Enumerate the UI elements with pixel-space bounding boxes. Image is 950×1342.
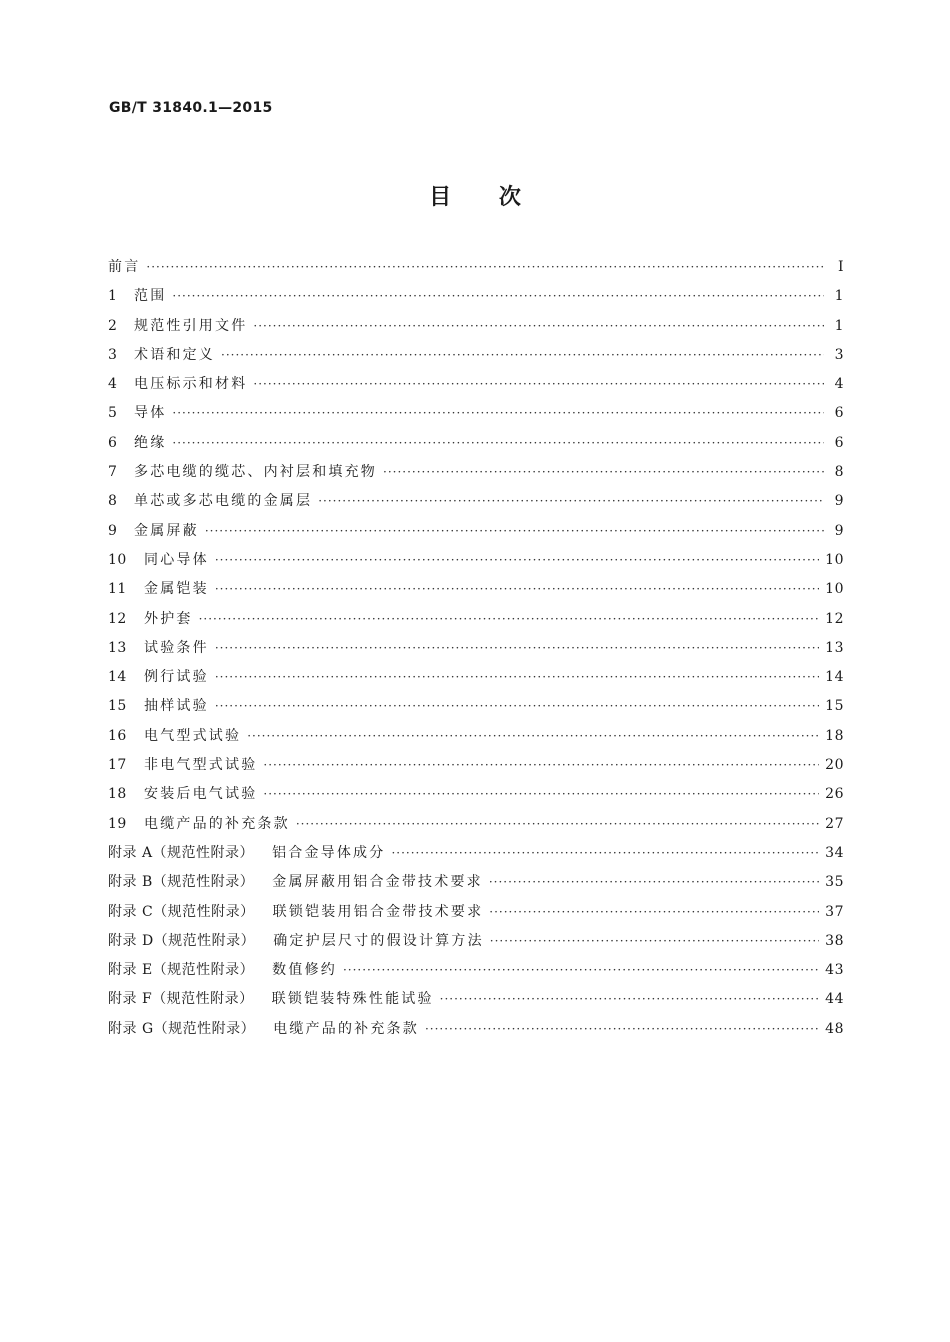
toc-entry-label: 金属屏蔽用铝合金带技术要求 (272, 874, 483, 891)
toc-entry-number: 4 (108, 376, 118, 393)
toc-entry[interactable] (108, 432, 844, 461)
toc-leader-dots (215, 670, 819, 684)
toc-entry-page: 48 (825, 1020, 844, 1037)
toc-entry-page: 6 (834, 434, 844, 451)
toc-entry-number: 13 (108, 639, 127, 656)
toc-leader-dots (296, 817, 819, 831)
toc-entry-label: 绝缘 (134, 434, 167, 451)
toc-entry-page: 34 (825, 844, 844, 861)
toc-leader-dots (172, 289, 824, 303)
toc-entry-page: 15 (825, 698, 844, 715)
toc-leader-dots (199, 612, 820, 626)
toc-entry-label: 金属铠装 (144, 581, 209, 598)
toc-entry-label: 确定护层尺寸的假设计算方法 (273, 932, 484, 949)
toc-entry[interactable] (108, 842, 844, 871)
title-char: 次 (498, 185, 521, 210)
toc-entry-label: 前言 (108, 259, 141, 275)
toc-leader-dots (383, 465, 824, 479)
toc-entry-page: 13 (825, 639, 844, 656)
table-of-contents (108, 256, 844, 1047)
toc-entry[interactable] (108, 344, 844, 373)
toc-leader-dots (489, 875, 819, 889)
toc-leader-dots (425, 1022, 819, 1036)
toc-entry-number: 6 (108, 434, 118, 451)
toc-entry[interactable] (108, 549, 844, 578)
toc-entry[interactable] (108, 901, 844, 930)
toc-entry-number: 1 (108, 288, 118, 305)
toc-entry-number: 9 (108, 522, 118, 539)
toc-entry[interactable] (108, 754, 844, 783)
toc-entry-page: 38 (825, 932, 844, 949)
toc-leader-dots (205, 524, 824, 538)
toc-entry-page: 35 (825, 874, 844, 891)
toc-entry-label: 联锁铠装特殊性能试验 (271, 991, 434, 1008)
toc-entry-label: 例行试验 (144, 669, 209, 686)
toc-entry-label: 同心导体 (144, 551, 209, 568)
toc-entry-label: 联锁铠装用铝合金带技术要求 (272, 903, 484, 920)
toc-entry-label: 试验条件 (144, 639, 209, 656)
toc-entry-page: 9 (834, 493, 844, 510)
toc-leader-dots (489, 905, 819, 919)
toc-entry[interactable] (108, 666, 844, 695)
toc-leader-dots (391, 846, 819, 860)
toc-entry[interactable] (108, 1018, 844, 1047)
toc-entry-label: 电压标示和材料 (134, 376, 248, 393)
toc-entry-number: 15 (108, 698, 127, 715)
toc-entry-page: Ⅰ (837, 259, 844, 275)
toc-entry[interactable] (108, 373, 844, 402)
toc-entry-label: 铝合金导体成分 (272, 844, 386, 861)
toc-leader-dots (263, 787, 819, 801)
toc-entry[interactable] (108, 871, 844, 900)
toc-leader-dots (221, 348, 824, 362)
toc-leader-dots (247, 729, 819, 743)
standard-code: GB/T 31840.1—2015 (109, 100, 273, 116)
toc-entry[interactable] (108, 315, 844, 344)
toc-entry-number: 19 (108, 815, 127, 832)
toc-entry-number: 附录 A（规范性附录） (108, 844, 255, 861)
toc-leader-dots (253, 377, 824, 391)
toc-entry-page: 6 (834, 405, 844, 422)
toc-leader-dots (215, 553, 819, 567)
toc-entry[interactable] (108, 461, 844, 490)
toc-entry-page: 20 (825, 757, 844, 774)
toc-entry-page: 26 (825, 786, 844, 803)
toc-entry-page: 10 (825, 581, 844, 598)
toc-entry-number: 2 (108, 317, 118, 334)
toc-leader-dots (215, 699, 819, 713)
toc-entry-page: 1 (834, 317, 844, 334)
toc-leader-dots (440, 992, 820, 1006)
toc-entry-number: 附录 B（规范性附录） (108, 874, 255, 891)
toc-entry-number: 附录 E（规范性附录） (108, 962, 255, 979)
toc-entry-label: 非电气型式试验 (144, 757, 258, 774)
toc-entry-page: 1 (834, 288, 844, 305)
toc-entry[interactable] (108, 695, 844, 724)
toc-entry-label: 规范性引用文件 (134, 317, 248, 334)
toc-entry-page: 14 (825, 669, 844, 686)
toc-entry-number: 5 (108, 405, 118, 422)
toc-entry-number: 11 (108, 581, 127, 598)
toc-entry[interactable] (108, 725, 844, 754)
toc-entry-number: 17 (108, 757, 127, 774)
toc-entry[interactable] (108, 520, 844, 549)
toc-entry-label: 术语和定义 (134, 346, 215, 363)
toc-entry-page: 8 (834, 464, 844, 481)
toc-leader-dots (490, 934, 819, 948)
toc-entry[interactable] (108, 813, 844, 842)
toc-entry-number: 18 (108, 786, 127, 803)
toc-leader-dots (215, 582, 819, 596)
toc-entry-number: 8 (108, 493, 118, 510)
toc-entry-page: 12 (825, 610, 844, 627)
toc-leader-dots (215, 641, 819, 655)
toc-entry-page: 3 (834, 346, 844, 363)
toc-entry-page: 4 (834, 376, 844, 393)
toc-entry[interactable] (108, 988, 844, 1017)
toc-entry-label: 单芯或多芯电缆的金属层 (134, 493, 313, 510)
toc-leader-dots (146, 260, 824, 274)
toc-entry-page: 18 (825, 727, 844, 744)
toc-entry[interactable] (108, 637, 844, 666)
toc-entry-number: 附录 D（规范性附录） (108, 932, 256, 949)
toc-leader-dots (172, 436, 824, 450)
toc-entry-label: 外护套 (144, 610, 193, 627)
toc-entry[interactable] (108, 930, 844, 959)
toc-entry[interactable] (108, 285, 844, 314)
toc-entry-label: 电气型式试验 (144, 727, 242, 744)
toc-entry-page: 37 (825, 903, 844, 920)
toc-leader-dots (318, 494, 824, 508)
toc-entry[interactable] (108, 578, 844, 607)
toc-entry-number: 7 (108, 464, 118, 481)
toc-entry-label: 安装后电气试验 (144, 786, 258, 803)
toc-entry-label: 导体 (134, 405, 167, 422)
toc-leader-dots (263, 758, 819, 772)
toc-entry[interactable] (108, 402, 844, 431)
toc-entry-number: 3 (108, 346, 118, 363)
toc-entry-label: 电缆产品的补充条款 (273, 1020, 419, 1037)
toc-entry-label: 电缆产品的补充条款 (144, 815, 290, 832)
toc-entry-page: 44 (825, 991, 844, 1008)
toc-entry-page: 10 (825, 551, 844, 568)
toc-entry-label: 数值修约 (272, 962, 337, 979)
toc-entry[interactable] (108, 256, 844, 285)
toc-entry-page: 9 (834, 522, 844, 539)
toc-entry[interactable] (108, 959, 844, 988)
toc-leader-dots (343, 963, 819, 977)
toc-entry-number: 12 (108, 610, 127, 627)
toc-entry[interactable] (108, 608, 844, 637)
toc-entry-number: 10 (108, 551, 127, 568)
toc-entry-label: 金属屏蔽 (134, 522, 199, 539)
toc-entry-number: 附录 C（规范性附录） (108, 903, 255, 920)
toc-entry-page: 43 (825, 962, 844, 979)
toc-entry[interactable] (108, 490, 844, 519)
toc-entry-number: 附录 F（规范性附录） (108, 991, 254, 1008)
toc-entry-number: 14 (108, 669, 127, 686)
toc-leader-dots (172, 406, 824, 420)
page-title (0, 180, 950, 211)
toc-entry-number: 16 (108, 727, 127, 744)
toc-leader-dots (253, 319, 824, 333)
title-char: 目 (429, 185, 452, 210)
toc-entry-number: 附录 G（规范性附录） (108, 1020, 256, 1037)
toc-entry-label: 多芯电缆的缆芯、内衬层和填充物 (134, 464, 377, 481)
toc-entry-label: 抽样试验 (144, 698, 209, 715)
toc-entry-page: 27 (825, 815, 844, 832)
toc-entry[interactable] (108, 783, 844, 812)
toc-entry-label: 范围 (134, 288, 167, 305)
